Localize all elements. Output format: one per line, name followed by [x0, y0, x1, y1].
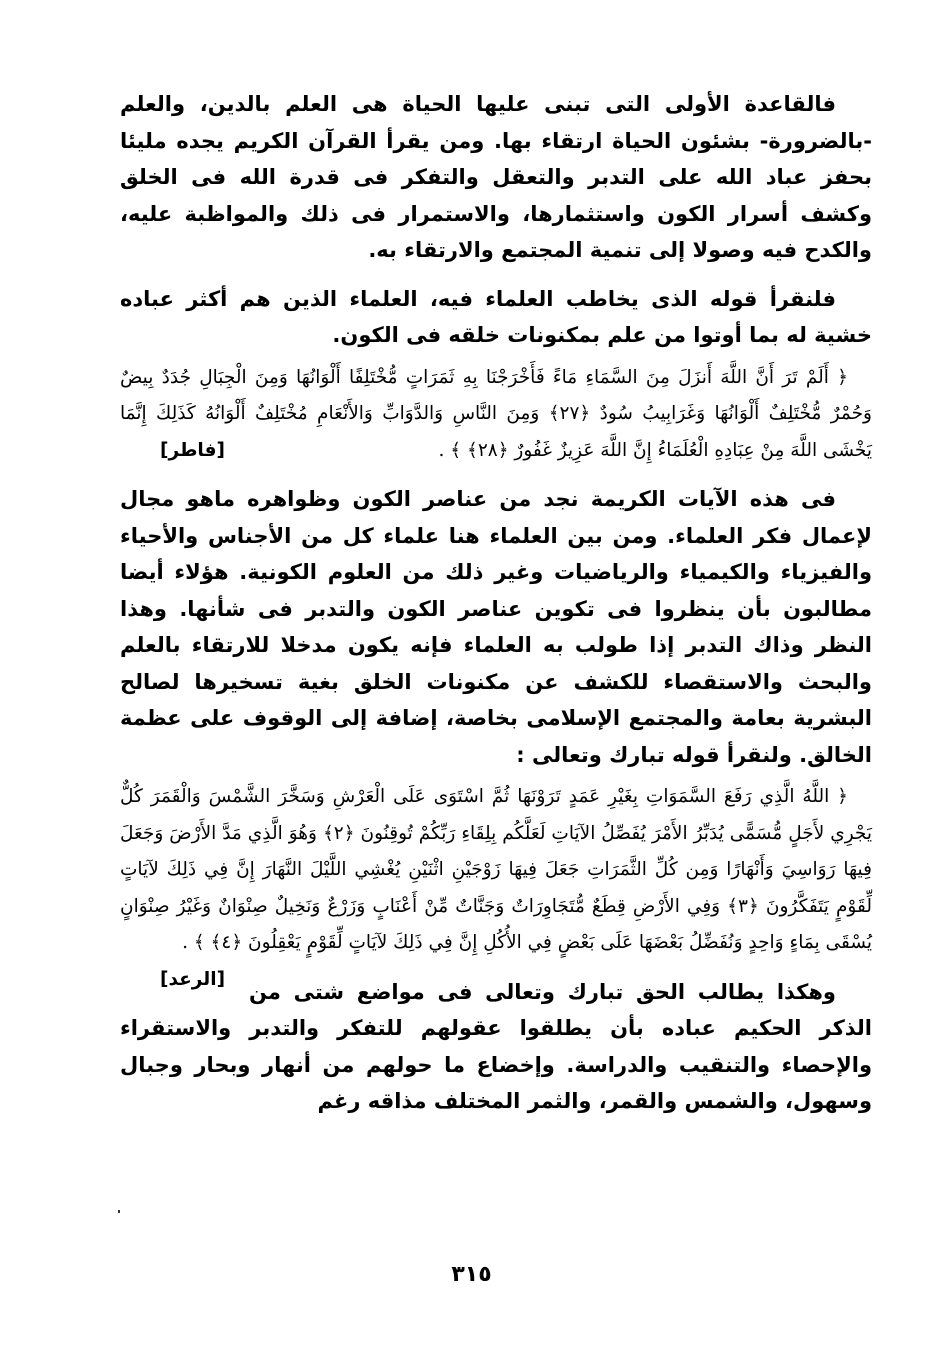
quran-quote-fatir-text: ﴿ أَلَمْ تَرَ أَنَّ اللَّهَ أَنزَلَ مِنَ السَّمَاءِ مَاءً فَأَخْرَجْنَا بِهِ ثَمَرَاتٍ مُّخْتَلِفًا أَلْوَانُهَا وَمِنَ الْجِبَالِ جُدَدٌ بِيضٌ وَحُمْرٌ مُّخْتَلِفٌ أَلْوَانُهَا وَغَرَابِيبُ سُودٌ ﴿٢٧﴾ وَمِنَ النَّاسِ وَالدَّوَابِّ وَالأَنْعَامِ مُخْتَلِفٌ أَلْوَانُهُ كَذَلِكَ إِنَّمَا يَخْشَى اللَّهَ مِنْ عِبَادِهِ الْعُلَمَاءُ إِنَّ اللَّهَ عَزِيزٌ غَفُورٌ ﴿٢٨﴾ ﴾ . — [120, 366, 872, 461]
quran-quote-fatir — [120, 360, 872, 470]
surah-reference-fatir: [فاطر] — [160, 439, 225, 461]
paragraph-3: فى هذه الآيات الكريمة نجد من عناصر الكون وظواهره ماهو مجال لإعمال فكر العلماء. ومن بين العلماء هنا علماء كل من الأجناس والأحياء والفيزياء والكيمياء والرياضيات وغير ذلك من العلوم الكونية. هؤلاء أيضا مطالبون بأن ينظروا فى تكوين عناصر الكون والتدبر فى شأنها. وهذا النظر وذاك التدبر إذا طولب به العلماء فإنه يكون مدخلا للارتقاء بالعلم والبحث والاستقصاء للكشف عن مكنونات الخلق بغية تسخيرها لصالح البشرية بعامة والمجتمع الإسلامى بخاصة، إضافة إلى الوقوف على عظمة الخالق. ولنقرأ قوله تبارك وتعالى : — [120, 487, 872, 767]
paragraph-2: فلنقرأ قوله الذى يخاطب العلماء فيه، العلماء الذين هم أكثر عباده خشية له بما أوتوا من علم بمكنونات خلقه فى الكون. — [120, 286, 872, 347]
print-speck — [118, 1210, 120, 1213]
page-number: ٣١٥ — [451, 1262, 492, 1287]
document-page — [120, 86, 872, 1120]
paragraph-4: وهكذا يطالب الحق تبارك وتعالى فى مواضع شتى من الذكر الحكيم عباده بأن يطلقوا عقولهم للتفكر والتدبر والاستقراء والإحصاء والتنقيب والدراسة. وإخضاع ما حولهم من أنهار وبحار وجبال وسهول، والشمس والقمر، والثمر المختلف مذاقه رغم — [120, 979, 872, 1113]
quran-quote-raad-text: ﴿ اللَّهُ الَّذِي رَفَعَ السَّمَوَاتِ بِغَيْرِ عَمَدٍ تَرَوْنَهَا ثُمَّ اسْتَوَى عَلَى الْعَرْشِ وَسَخَّرَ الشَّمْسَ وَالْقَمَرَ كُلٌّ يَجْرِي لأَجَلٍ مُّسَمًّى يُدَبِّرُ الأَمْرَ يُفَصِّلُ الآيَاتِ لَعَلَّكُم بِلِقَاءِ رَبِّكُمْ تُوقِنُونَ ﴿٢﴾ وَهُوَ الَّذِي مَدَّ الأَرْضَ وَجَعَلَ فِيهَا رَوَاسِيَ وَأَنْهَارًا وَمِن كُلِّ الثَّمَرَاتِ جَعَلَ فِيهَا زَوْجَيْنِ اثْنَيْنِ يُغْشِي اللَّيْلَ النَّهَارَ إِنَّ فِي ذَلِكَ لآيَاتٍ لِّقَوْمٍ يَتَفَكَّرُونَ ﴿٣﴾ وَفِي الأَرْضِ قِطَعٌ مُّتَجَاوِرَاتٌ وَجَنَّاتٌ مِّنْ أَعْنَابٍ وَزَرْعٌ وَنَخِيلٌ صِنْوَانٌ وَغَيْرُ صِنْوَانٍ يُسْقَى بِمَاءٍ وَاحِدٍ وَنُفَضِّلُ بَعْضَهَا عَلَى بَعْضٍ فِي الأُكُلِ إِنَّ فِي ذَلِكَ لآيَاتٍ لِّقَوْمٍ يَعْقِلُونَ ﴿٤﴾ ﴾ . — [120, 786, 872, 953]
quran-quote-raad — [120, 779, 872, 990]
surah-reference-raad: [الرعد] — [160, 968, 226, 990]
paragraph-1: فالقاعدة الأولى التى تبنى عليها الحياة هى العلم بالدين، والعلم -بالضرورة- بشئون الحياة ارتقاء بها. ومن يقرأ القرآن الكريم يجده مليئا بحفز عباد الله على التدبر والتعقل والتفكر فى قدرة الله فى الخلق وكشف أسرار الكون واستثمارها، والاستمرار فى ذلك والمواظبة عليه، والكدح فيه وصولا إلى تنمية المجتمع والارتقاء به. — [120, 92, 872, 262]
